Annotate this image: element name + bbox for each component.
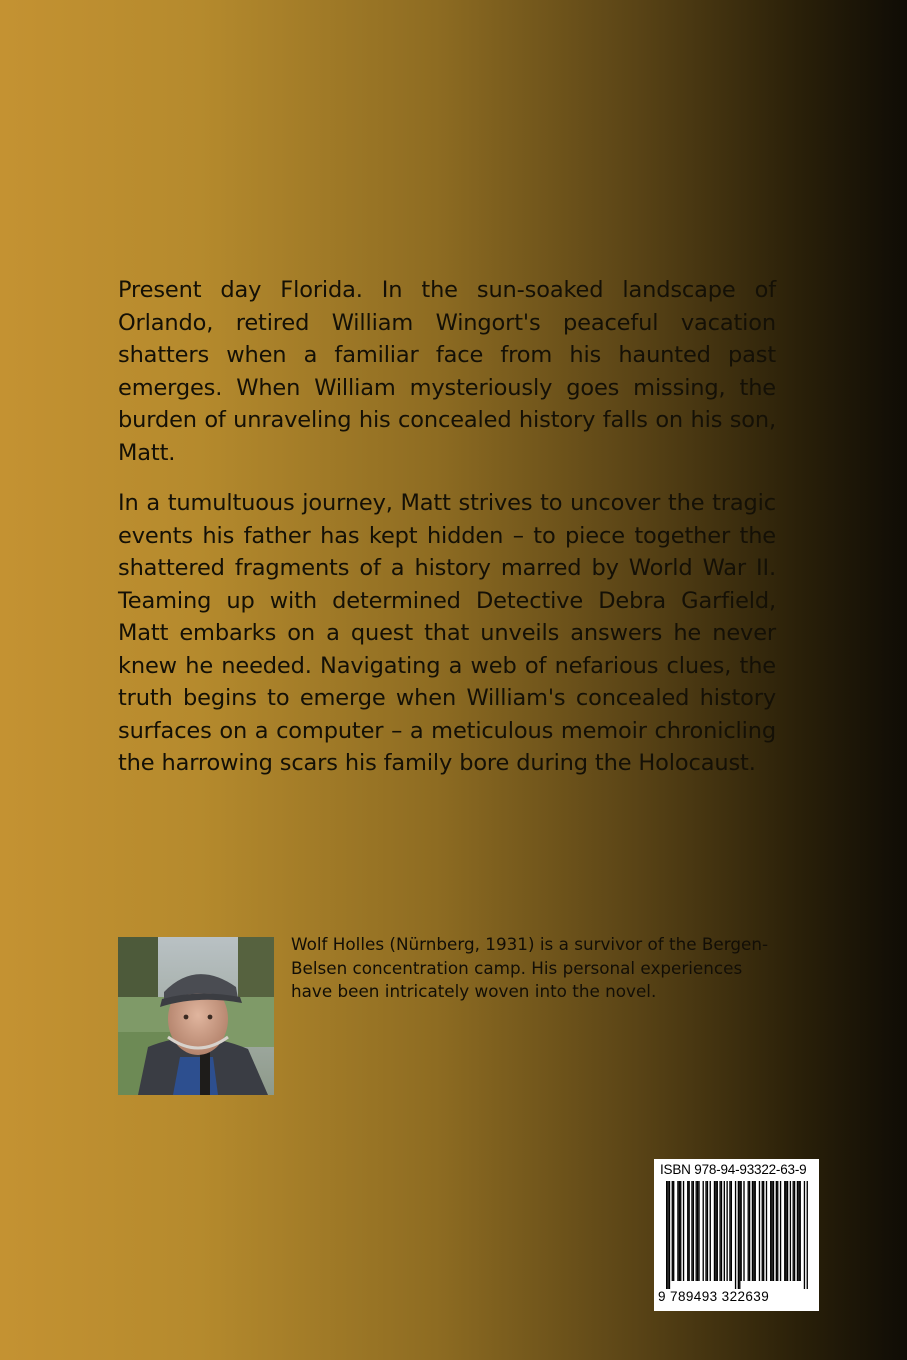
barcode-bar: [755, 1181, 756, 1281]
barcode-bar: [776, 1181, 777, 1281]
barcode-bar: [680, 1181, 681, 1281]
barcode-bar: [721, 1181, 722, 1281]
barcode-bar: [705, 1181, 706, 1281]
barcode-bar: [731, 1181, 732, 1281]
barcode-bar: [800, 1181, 801, 1281]
barcode-bar: [763, 1181, 764, 1281]
barcode-bar: [773, 1181, 774, 1281]
barcode-bar: [726, 1181, 727, 1281]
author-portrait-illustration: [118, 937, 274, 1095]
barcode-bar: [677, 1181, 678, 1281]
barcode-bar: [762, 1181, 763, 1281]
barcode-bar: [667, 1181, 668, 1289]
barcode-bar: [698, 1181, 699, 1281]
barcode-bar: [794, 1181, 795, 1281]
barcode-bar: [807, 1181, 808, 1289]
barcode-bar: [787, 1181, 788, 1281]
barcode-bar: [790, 1181, 791, 1281]
barcode-bar: [784, 1181, 785, 1281]
barcode-bar: [743, 1181, 744, 1281]
barcode-bar: [759, 1181, 760, 1281]
barcode-bar: [793, 1181, 794, 1281]
barcode-bar: [703, 1181, 704, 1281]
barcode-bar: [707, 1181, 708, 1281]
barcode-bar: [735, 1181, 736, 1289]
barcode-bar: [766, 1181, 767, 1281]
barcode-bar: [729, 1181, 730, 1281]
barcode-bar: [687, 1181, 688, 1281]
barcode-bar: [798, 1181, 799, 1281]
barcode-digits: 9 789493 322639: [658, 1289, 770, 1304]
barcode-bar: [689, 1181, 690, 1281]
barcode-bar: [673, 1181, 674, 1281]
barcode-bar: [753, 1181, 754, 1281]
barcode-bar: [710, 1181, 711, 1281]
isbn-barcode: [654, 1159, 819, 1311]
barcode-bar: [780, 1181, 781, 1281]
author-bio: Wolf Holles (Nürnberg, 1931) is a survivor of the Bergen-Belsen concentration camp. His personal experiences have been intricately woven into the novel.: [291, 934, 769, 1001]
barcode-bar: [752, 1181, 753, 1281]
barcode-bar: [679, 1181, 680, 1281]
barcode-bar: [714, 1181, 715, 1281]
barcode-bar: [804, 1181, 805, 1289]
blurb: [118, 274, 776, 798]
barcode-bar: [691, 1181, 692, 1281]
barcode-bar: [777, 1181, 778, 1281]
author-photo: [118, 937, 274, 1095]
barcode-bar: [786, 1181, 787, 1281]
barcode-bar: [797, 1181, 798, 1281]
barcode-bar: [739, 1181, 740, 1289]
barcode-bar: [697, 1181, 698, 1281]
blurb-paragraph-2: In a tumultuous journey, Matt strives to uncover the tragic events his father has kept hidden – to piece together the shattered fragments of a history marred by World War II. Teaming up with determined Detective Debra Garfield, Matt embarks on a quest that unveils answers he never knew he needed. Navigating a web of nefarious clues, the truth begins to emerge when William's concealed history surfaces on a computer – a meticulous memoir chronicling the harrowing scars his family bore during the Holocaust.: [118, 490, 776, 776]
barcode-bar: [749, 1181, 750, 1281]
barcode-bar: [738, 1181, 739, 1289]
barcode-bar: [666, 1181, 667, 1289]
barcode-bar: [771, 1181, 772, 1281]
isbn-label: ISBN 978-94-93322-63-9: [660, 1162, 807, 1177]
barcode-bar: [715, 1181, 716, 1281]
barcode-bar: [741, 1181, 742, 1281]
barcode-bars: [666, 1181, 808, 1289]
blurb-paragraph-1: Present day Florida. In the sun-soaked landscape of Orlando, retired William Wingort's peaceful vacation shatters when a familiar face from his haunted past emerges. When William mysteriously goes missing, the burden of unraveling his concealed history falls on his son, Matt.: [118, 277, 776, 466]
barcode-bar: [696, 1181, 697, 1281]
barcode-bar: [748, 1181, 749, 1281]
barcode-bar: [683, 1181, 684, 1281]
barcode-bar: [693, 1181, 694, 1281]
barcode-bar: [719, 1181, 720, 1281]
barcode-bar: [717, 1181, 718, 1281]
barcode-bar: [669, 1181, 670, 1289]
barcode-bar: [770, 1181, 771, 1281]
barcode-bar: [724, 1181, 725, 1281]
barcode-bar: [672, 1181, 673, 1281]
